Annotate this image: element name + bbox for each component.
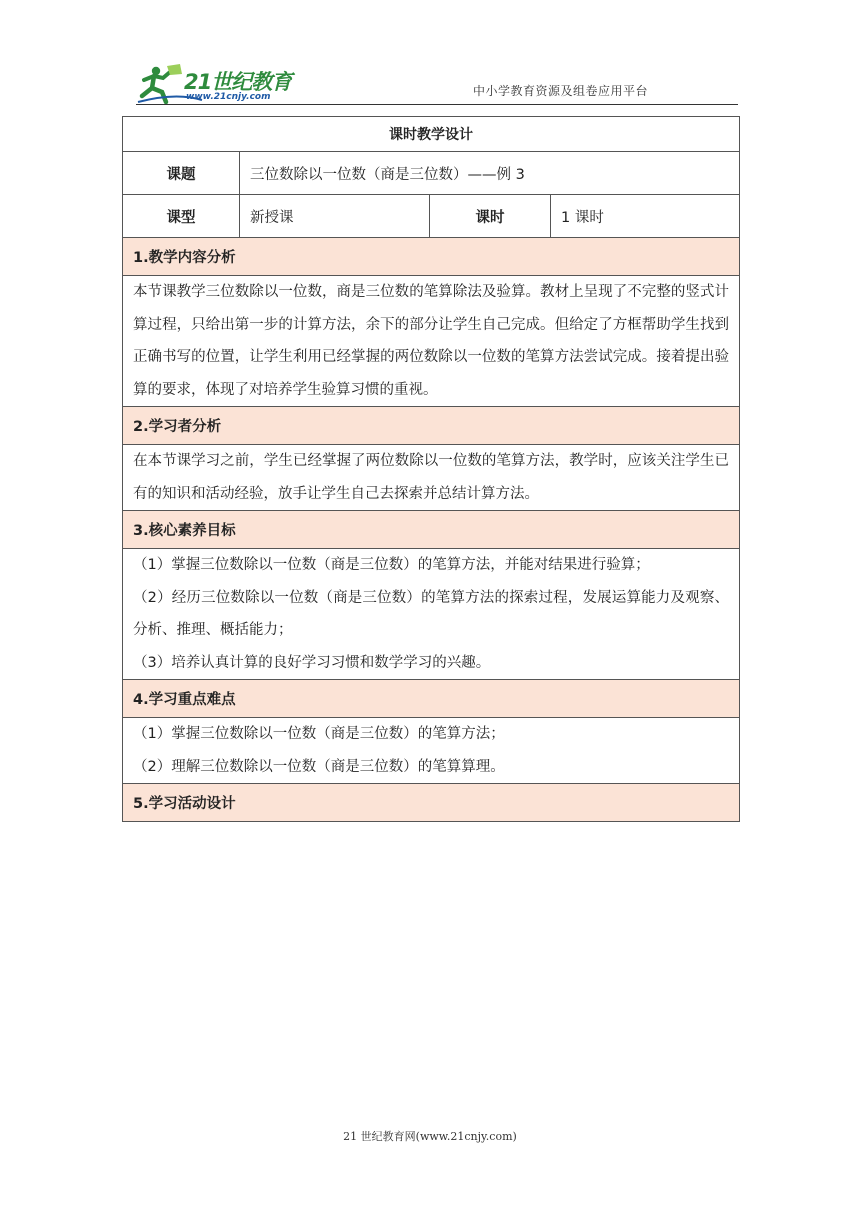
list-item: （2）理解三位数除以一位数（商是三位数）的笔算算理。 xyxy=(133,758,505,775)
section-heading-row xyxy=(123,407,740,445)
section-body-content-analysis xyxy=(123,276,740,407)
platform-name: 中小学教育资源及组卷应用平台 xyxy=(472,84,648,98)
type-value: 新授课 xyxy=(240,195,430,238)
section-body-core-goals xyxy=(123,549,740,680)
section-heading-row xyxy=(123,511,740,549)
list-item: （2）经历三位数除以一位数（商是三位数）的笔算方法的探索过程，发展运算能力及观察、分析、推理、概括能力； xyxy=(133,589,729,638)
topic-row xyxy=(123,152,740,195)
section-body-row xyxy=(123,276,740,407)
section-heading-row xyxy=(123,784,740,822)
section-body-row xyxy=(123,445,740,511)
lesson-design-table xyxy=(122,116,740,822)
list-item: （1）掌握三位数除以一位数（商是三位数）的笔算方法，并能对结果进行验算； xyxy=(133,557,650,573)
hours-label: 课时 xyxy=(430,195,551,238)
section-heading-learner-analysis: 2.学习者分析 xyxy=(123,407,740,445)
type-row xyxy=(123,195,740,238)
section-body-row xyxy=(123,549,740,680)
section-heading-activity-design: 5.学习活动设计 xyxy=(123,784,740,822)
section-heading-row xyxy=(123,238,740,276)
list-item: （1）掌握三位数除以一位数（商是三位数）的笔算方法； xyxy=(133,726,505,742)
section-heading-core-goals: 3.核心素养目标 xyxy=(123,511,740,549)
table-title: 课时教学设计 xyxy=(123,117,740,152)
section-body-row xyxy=(123,718,740,784)
header-divider xyxy=(136,104,738,105)
paragraph: 本节课教学三位数除以一位数，商是三位数的笔算除法及验算。教材上呈现了不完整的竖式计算过程，只给出第一步的计算方法，余下的部分让学生自己完成。但给定了方框帮助学生找到正确书写的位置，让学生利用已经掌握的两位数除以一位数的笔算方法尝试完成。接着提出验算的要求，体现了对培养学生验算习惯的重视。 xyxy=(133,284,729,398)
page-header xyxy=(136,62,738,106)
paragraph: 在本节课学习之前，学生已经掌握了两位数除以一位数的笔算方法，教学时，应该关注学生已有的知识和活动经验，放手让学生自己去探索并总结计算方法。 xyxy=(133,453,729,502)
section-body-key-points xyxy=(123,718,740,784)
list-item: （3）培养认真计算的良好学习习惯和数学学习的兴趣。 xyxy=(133,654,491,671)
section-heading-content-analysis: 1.教学内容分析 xyxy=(123,238,740,276)
section-heading-key-points: 4.学习重点难点 xyxy=(123,680,740,718)
topic-label: 课题 xyxy=(123,152,240,195)
logo-url: www.21cnjy.com xyxy=(186,92,271,102)
section-heading-row xyxy=(123,680,740,718)
page-footer: 21 世纪教育网(www.21cnjy.com) xyxy=(343,1130,517,1143)
topic-value: 三位数除以一位数（商是三位数）——例 3 xyxy=(240,152,740,195)
table-title-row xyxy=(123,117,740,152)
type-label: 课型 xyxy=(123,195,240,238)
logo-wordmark: 21世纪教育 xyxy=(184,70,292,94)
site-logo[interactable] xyxy=(136,62,308,106)
section-body-learner-analysis xyxy=(123,445,740,511)
hours-value: 1 课时 xyxy=(551,195,740,238)
